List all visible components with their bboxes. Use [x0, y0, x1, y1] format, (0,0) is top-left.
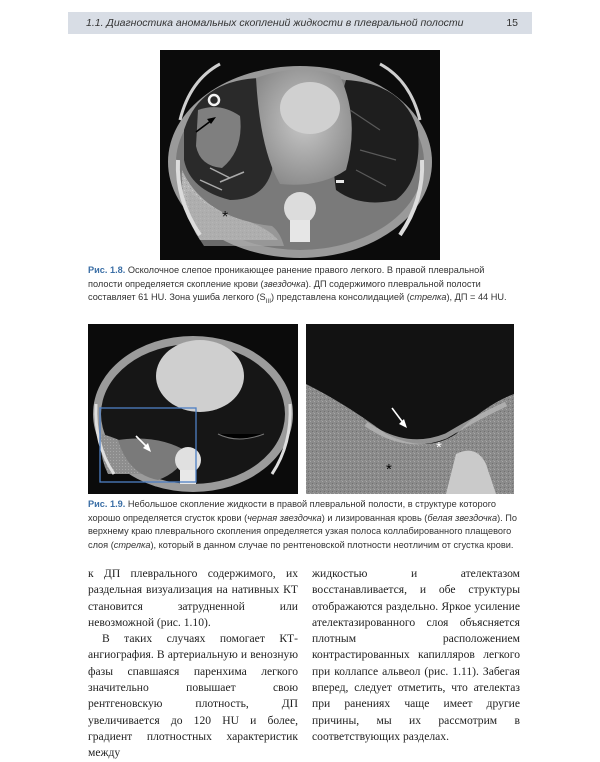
caption-italic: черная звездочка: [247, 512, 322, 523]
caption-text: Осколочное слепое проникающее ранение правого легкого. В правой плевральной полости определяется скопление крови (: [88, 265, 485, 289]
caption-text: Небольшое скопление жидкости в правой плевральной полости, в структуре которого хорошо определяется сгусток крови (: [88, 499, 496, 523]
figure-1-8-ct-image: [160, 50, 440, 260]
body-paragraph: к ДП плеврального содержимого, их раздельная визуализация на нативных КТ становится затрудненной или невозможной (рис. 1.10).: [88, 567, 298, 629]
caption-italic: звездочка: [263, 278, 306, 289]
caption-text: ), ДП = 44 HU.: [446, 292, 507, 302]
figure-1-8-caption: [88, 264, 518, 308]
star-marker: *: [222, 209, 229, 226]
ct-scan-chest-overview: [88, 324, 298, 494]
ct-scan-chest-axial: [160, 50, 440, 260]
figure-label: Рис. 1.8.: [88, 265, 126, 275]
caption-text: ). ДП содержимого плевральной полости составляет 61 HU. Зона ушиба легкого (S: [88, 278, 481, 302]
body-paragraph: В таких случаях помогает КТ-ангиография. В артериальную и венозную фазы спавшаяся паренхима легкого значительно повышает свою рентгеновскую плотность, ДП увеличивается до 120 HU и более, градиент плотностных характеристик между: [88, 632, 298, 760]
running-header: [68, 12, 532, 34]
ct-scan-chest-zoom: [306, 324, 514, 494]
caption-italic: стрелка: [409, 292, 447, 302]
caption-text: ), который в данном случае по рентгеновской плотности неотличим от сгустка крови.: [150, 539, 514, 550]
figure-label: Рис. 1.9.: [88, 499, 126, 509]
page-number: 15: [506, 17, 518, 29]
body-paragraph: жидкостью и ателектазом восстанавливается, и обе структуры отображаются раздельно. Яркое усиление ателектазированного слоя объясняется плотным расположением контрастированных капилляров легкого при коллапсе альвеол (рис. 1.11). Забегая вперед, следует отметить, что ателектаз при ранениях чаще имеет другие причины, мы их рассмотрим в соответствующих разделах.: [312, 567, 520, 743]
figure-1-9-caption: [88, 498, 518, 552]
figure-1-9-ct-image-overview: [88, 324, 298, 494]
body-column-right: [312, 566, 520, 745]
caption-text: ) представлена консолидацией (: [271, 292, 410, 302]
figure-1-9-ct-image-zoom: [306, 324, 514, 494]
caption-italic: белая звездочка: [427, 512, 498, 523]
caption-italic: стрелка: [113, 539, 151, 550]
caption-subscript: III: [265, 297, 272, 305]
chapter-title: 1.1. Диагностика аномальных скоплений жидкости в плевральной полости: [86, 17, 464, 29]
caption-text: ). По верхнему краю плеврального скопления определяется узкая полоса коллабированного плащевого слоя (: [88, 512, 517, 550]
white-star-marker: *: [436, 439, 442, 456]
body-column-left: [88, 566, 298, 762]
black-star-marker: *: [386, 461, 392, 478]
caption-text: ) и лизированная кровь (: [321, 512, 428, 523]
